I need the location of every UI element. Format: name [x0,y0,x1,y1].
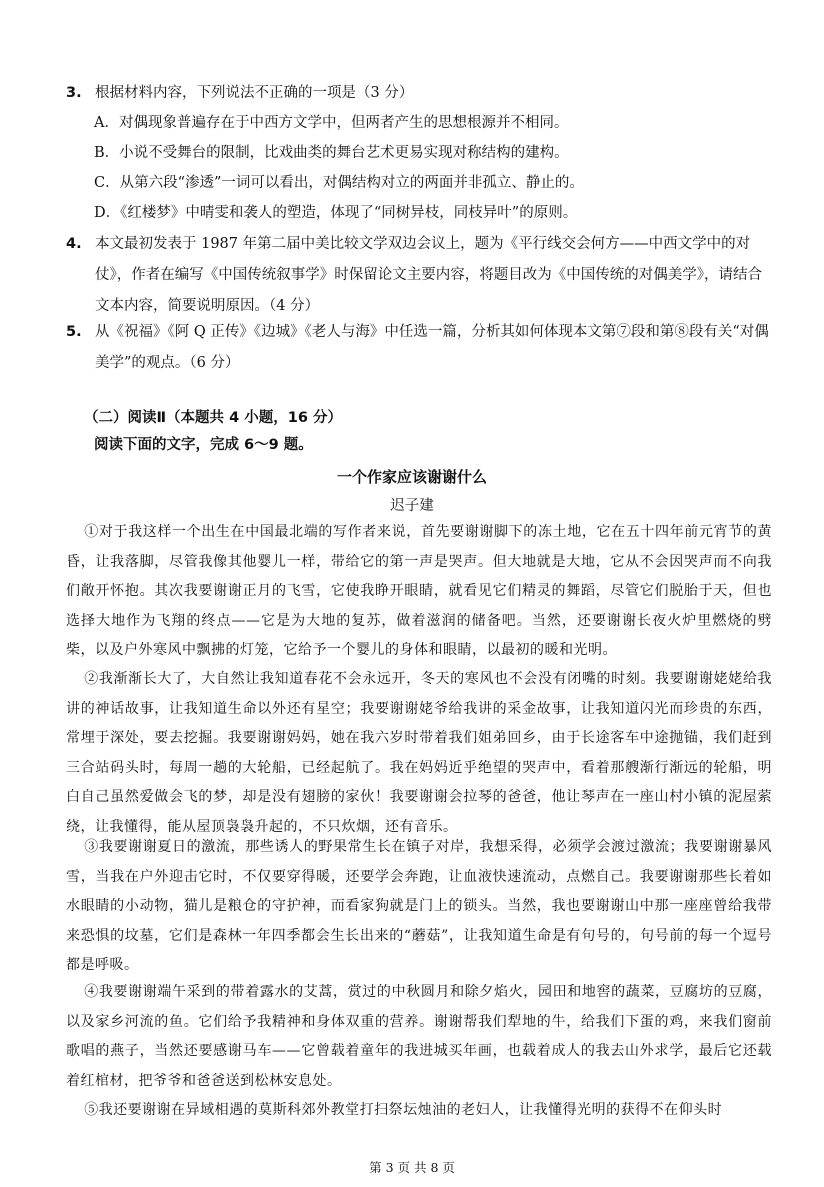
question-number: 5. [66,324,82,340]
option-a: A．对偶现象普遍存在于中西方文学中，但两者产生的思想根源并不相同。 [94,115,569,131]
paragraph-4: ④我要谢谢端午采到的带着露水的艾蒿，赏过的中秋圆月和除夕焰火，园田和地窖的蔬菜，豆腐坊的豆腐，以及家乡河流的鱼。它们给予我精神和身体双重的营养。谢谢帮我们犁地的牛，给我们下蛋的鸡，来我们窗前歌唱的燕子，当然还要感谢马车——它曾载着童年的我进城买年画，也载着成人的我去山外求学，最后它还载着红棺材，把爷爷和爸爸送到松林安息处。 [66,984,772,1089]
question-3 [66,78,774,109]
option-d: D．《红楼梦》中晴雯和袭人的塑造，体现了“同树异枝，同枝异叶”的原则。 [94,205,578,221]
article-author: 迟子建 [390,498,434,514]
question-4 [66,229,774,322]
question-text: 本文最初发表于 1987 年第二届中美比较文学双边会议上，题为《平行线交会何方——中西文学中的对仗》，作者在编写《中国传统叙事学》时保留论文主要内容，将题目改为《中国传统的对偶美学》，请结合文本内容，简要说明原因。（4 分） [95,236,762,314]
question-text: 根据材料内容，下列说法不正确的一项是（3 分） [95,85,414,101]
question-number: 3. [66,85,82,101]
paragraph-2: ②我渐渐长大了，大自然让我知道春花不会永远开，冬天的寒风也不会没有闭嘴的时刻。我要谢谢姥姥给我讲的神话故事，让我知道生命以外还有星空；我要谢谢姥爷给我讲的采金故事，让我知道闪光而珍贵的东西，常埋于深处，要去挖掘。我要谢谢妈妈，她在我六岁时带着我们姐弟回乡，由于长途客车中途抛锚，我们赶到三合站码头时，每周一趟的大轮船，已经起航了。我在妈妈近乎绝望的哭声中，看着那艘渐行渐远的轮船，明白自己虽然爱做会飞的梦，却是没有翅膀的家伙！我要谢谢会拉琴的爸爸，他让琴声在一座山村小镇的泥屋萦绕，让我懂得，能从屋顶袅袅升起的，不只炊烟，还有音乐。 [66,671,772,835]
paragraph-3: ③我要谢谢夏日的激流，那些诱人的野果常生长在镇子对岸，我想采得，必须学会渡过激流；我要谢谢暴风雪，当我在户外迎击它时，不仅要穿得暖，还要学会奔跑，让血液快速流动，点燃自己。我要谢谢那些长着如水眼睛的小动物，猫儿是粮仓的守护神，而看家狗就是门上的锁头。当然，我也要谢谢山中那一座座曾给我带来恐惧的坟墓，它们是森林一年四季都会生长出来的“蘑菇”，让我知道生命是有句号的，句号前的每一个逗号都是呼吸。 [66,839,772,974]
paragraph-5: ⑤我还要谢谢在异域相遇的莫斯科郊外教堂打扫祭坛烛油的老妇人，让我懂得光明的获得不在仰头时 [84,1102,723,1118]
question-number: 4. [66,236,82,252]
page-footer: 第 3 页 共 8 页 [369,1160,455,1175]
question-5 [66,317,774,379]
section-instruction: 阅读下面的文字，完成 6～9 题。 [94,437,313,453]
option-c: C．从第六段“渗透”一词可以看出，对偶结构对立的两面并非孤立、静止的。 [94,175,584,191]
section-heading: （二）阅读Ⅱ（本题共 4 小题，16 分） [84,410,342,426]
article-title: 一个作家应该谢谢什么 [336,468,487,486]
paragraph-1: ①对于我这样一个出生在中国最北端的写作者来说，首先要谢谢脚下的冻土地，它在五十四年前元宵节的黄昏，让我落脚，尽管我像其他婴儿一样，带给它的第一声是哭声。但大地就是大地，它从不会因哭声而不向我们敞开怀抱。其次我要谢谢正月的飞雪，它使我睁开眼睛，就看见它们精灵的舞蹈，尽管它们脱胎于天，但也选择大地作为飞翔的终点——它是为大地的复苏，做着滋润的储备吧。当然，还要谢谢长夜火炉里燃烧的劈柴，以及户外寒风中飘拂的灯笼，它给予一个婴儿的身体和眼睛，以最初的暖和光明。 [66,524,772,659]
option-b: B．小说不受舞台的限制，比戏曲类的舞台艺术更易实现对称结构的建构。 [94,145,569,161]
question-text: 从《祝福》《阿 Q 正传》《边城》《老人与海》中任选一篇，分析其如何体现本文第⑦段和第⑧段有关“对偶美学”的观点。（6 分） [95,324,769,371]
